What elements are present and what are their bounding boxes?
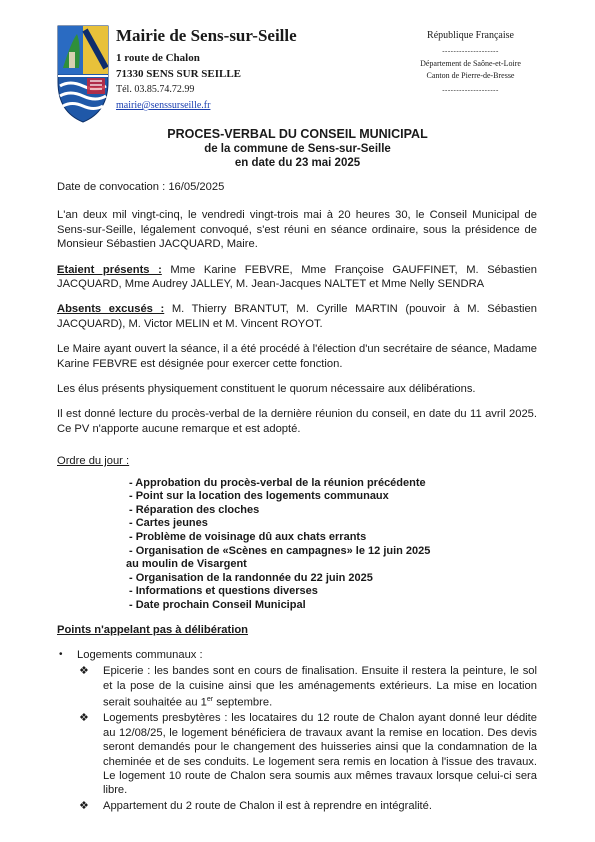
document-body — [57, 180, 537, 814]
presents-label: Etaient présents : — [57, 263, 162, 276]
agenda-item: - Organisation de la randonnée du 22 juin 2025 — [129, 571, 373, 584]
title-line-1: PROCES-VERBAL DU CONSEIL MUNICIPAL — [167, 127, 428, 141]
separator-dashes: -------------------- — [442, 47, 499, 55]
canton-label: Canton de Pierre-de-Bresse — [426, 71, 515, 80]
absents-label: Absents excusés : — [57, 303, 165, 316]
agenda-item: - Cartes jeunes — [129, 517, 208, 530]
agenda-item: - Réparation des cloches — [129, 503, 260, 516]
epicerie-sup: er — [206, 696, 214, 704]
departement-label: Département de Saône-et-Loire — [420, 59, 521, 68]
agenda-item: - Informations et questions diverses — [129, 585, 318, 598]
absents-paragraph — [57, 302, 537, 331]
appartement-item — [79, 799, 537, 813]
presents-list: Mme Karine FEBVRE, Mme Françoise GAUFFINET, M. Sébastien JACQUARD, Mme Audrey JALLEY, M. Jean-Jacques NALTET et Mme Nelly SENDRA — [57, 263, 537, 291]
ordre-du-jour-label: Ordre du jour : — [57, 455, 130, 468]
presbyteres-item — [79, 711, 537, 797]
diamond-bullet-icon: ❖ — [79, 665, 89, 678]
logements-title: Logements communaux : — [77, 649, 203, 662]
agenda-list — [126, 476, 537, 613]
agenda-item: - Date prochain Conseil Municipal — [129, 599, 306, 612]
lecture-paragraph: Il est donné lecture du procès-verbal de la dernière réunion du conseil, en date du 11 avril 2025. Ce PV n'apporte aucune remarque et est adopté. — [57, 408, 537, 435]
email-link[interactable]: mairie@senssurseille.fr — [116, 100, 211, 111]
epicerie-text: Epicerie : les bandes sont en cours de finalisation. Ensuite il restera la peinture, le sol et la pose de la cuisine ainsi que les aménagements extérieurs. La mise en location serait souhaitée au 1 — [103, 665, 537, 709]
diamond-bullet-icon: ❖ — [79, 799, 89, 812]
address-line-1: 1 route de Chalon — [116, 52, 200, 64]
title-line-3: en date du 23 mai 2025 — [234, 157, 361, 169]
mairie-address-block — [116, 26, 297, 114]
appartement-text: Appartement du 2 route de Chalon il est à reprendre en intégralité. — [103, 799, 432, 812]
intro-paragraph: L'an deux mil vingt-cinq, le vendredi vingt-trois mai à 20 heures 30, le Conseil Municipal de Sens-sur-Seille, légalement convoqué, s'est réuni en séance ordinaire, sous la présidence de Monsieur Sébastien JACQUARD, Maire. — [57, 209, 537, 251]
absents-list: M. Thierry BRANTUT, M. Cyrille MARTIN (pouvoir à M. Sébastien JACQUARD), M. Victor MELIN et M. Vincent ROYOT. — [57, 303, 537, 330]
epicerie-text-end: septembre. — [213, 696, 273, 709]
secretaire-paragraph: Le Maire ayant ouvert la séance, il a été procédé à l'élection d'un secrétaire de séance, Madame Karine FEBVRE est désignée pour exercer cette fonction. — [57, 343, 537, 370]
title-line-2: de la commune de Sens-sur-Seille — [204, 143, 391, 155]
agenda-item: - Organisation de «Scènes en campagnes» le 12 juin 2025 — [129, 544, 431, 557]
epicerie-item — [79, 664, 537, 710]
agenda-item: - Approbation du procès-verbal de la réunion précédente — [129, 476, 426, 489]
quorum-paragraph: Les élus présents physiquement constituent le quorum nécessaire aux délibérations. — [57, 383, 476, 396]
town-crest-logo — [57, 24, 109, 124]
agenda-item: - Point sur la location des logements communaux — [129, 490, 389, 503]
document-title — [0, 127, 595, 170]
presbyteres-text: Logements presbytères : les locataires du 12 route de Chalon ayant donné leur dédite au 12/08/25, le logement bénéficiera de travaux avant la remise en location. Des devis seront demandés pour le changement des huisseries ainsi que la condamnation de la cheminée et de ses conduits. Le logement sera remis en location à l'issue des travaux. Le logement 10 route de Chalon sera soumis aux mêmes travaux lorsque celui-ci sera libre. — [103, 712, 537, 797]
separator-dashes-2: -------------------- — [442, 86, 499, 94]
republique-block — [408, 30, 533, 98]
agenda-item-continuation: au moulin de Visargent — [126, 558, 247, 571]
address-line-2: 71330 SENS SUR SEILLE — [116, 68, 242, 80]
mairie-name: Mairie de Sens-sur-Seille — [116, 26, 297, 45]
republique-label: République Française — [427, 30, 514, 41]
convocation-date: Date de convocation : 16/05/2025 — [57, 181, 225, 193]
section-title: Points n'appelant pas à délibération — [57, 623, 249, 636]
points-list — [57, 648, 537, 813]
presents-paragraph — [57, 263, 537, 292]
bullet-icon: • — [59, 649, 63, 661]
phone-number: Tél. 03.85.74.72.99 — [116, 84, 195, 95]
logements-sublist — [77, 664, 537, 813]
agenda-item: - Problème de voisinage dû aux chats errants — [129, 531, 367, 544]
diamond-bullet-icon: ❖ — [79, 712, 89, 725]
logements-item — [59, 648, 537, 813]
